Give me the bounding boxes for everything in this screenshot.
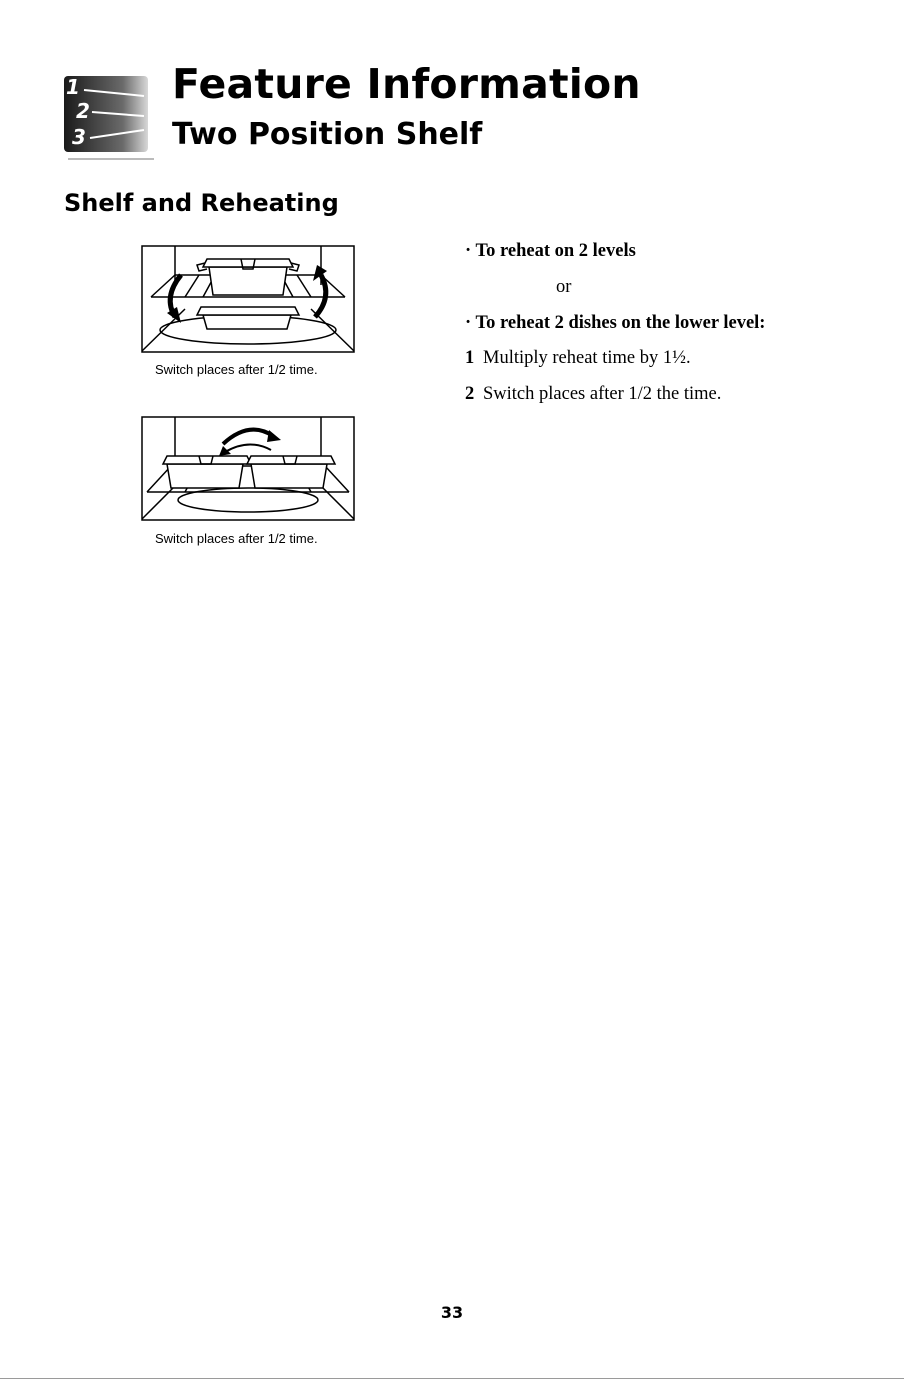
step-number: 1 [465,348,475,368]
illustration-caption: Switch places after 1/2 time. [155,531,318,546]
instruction-step [465,383,721,405]
two-level-shelf-reheat-illustration [141,245,355,353]
instruction-or: or [556,277,572,297]
lower-level-two-dish-reheat-illustration [141,416,355,521]
logo-number-2: 2 [76,99,90,123]
page-title: Feature Information [172,60,641,108]
instruction-bullet-lower-level: · To reheat 2 dishes on the lower level: [465,313,766,333]
section-heading: Shelf and Reheating [64,189,339,217]
page-subtitle: Two Position Shelf [172,117,483,152]
logo-number-3: 3 [72,125,86,149]
step-text: Switch places after 1/2 the time. [483,384,722,404]
step-text: Multiply reheat time by 1½. [483,348,691,368]
feature-logo-icon [64,74,156,160]
illustration-caption: Switch places after 1/2 time. [155,362,318,377]
logo-number-1: 1 [66,75,80,99]
bottom-divider [0,1378,904,1379]
instruction-step [465,347,691,369]
instruction-bullet-two-levels: · To reheat on 2 levels [465,241,636,261]
step-number: 2 [465,384,475,404]
page-number: 33 [440,1303,464,1322]
